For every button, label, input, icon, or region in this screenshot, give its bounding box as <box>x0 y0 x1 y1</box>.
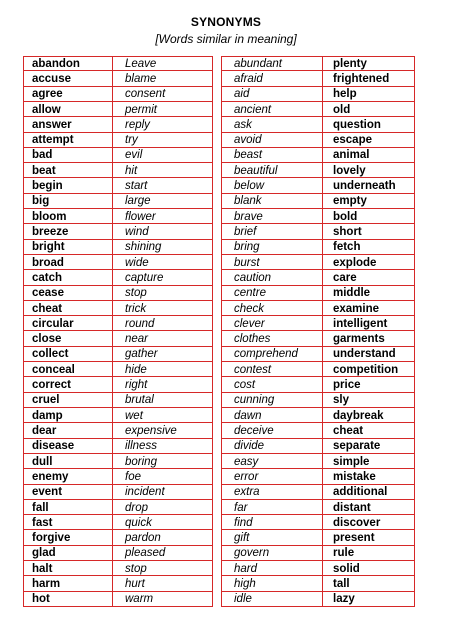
synonym-cell: foe <box>125 470 141 483</box>
synonym-cell: explode <box>333 256 377 269</box>
table-row <box>23 469 415 484</box>
word-cell: catch <box>32 271 63 284</box>
page-subtitle: [Words similar in meaning] <box>155 32 297 46</box>
word-cell: burst <box>234 256 260 269</box>
word-cell: bring <box>234 241 260 254</box>
word-cell: hard <box>234 562 258 575</box>
word-cell: clothes <box>234 333 271 346</box>
table-row <box>23 362 415 377</box>
synonym-cell: quick <box>125 516 152 529</box>
synonym-cell: underneath <box>333 180 396 193</box>
word-cell: answer <box>32 118 72 131</box>
synonym-cell: warm <box>125 593 154 606</box>
table-row <box>23 224 415 239</box>
word-cell: brave <box>234 210 263 223</box>
word-cell: govern <box>234 547 270 560</box>
synonym-cell: permit <box>125 103 157 116</box>
word-cell: cost <box>234 379 256 392</box>
synonym-cell: escape <box>333 134 373 147</box>
word-cell: error <box>234 470 259 483</box>
word-cell: agree <box>32 88 63 101</box>
table-row <box>23 347 415 362</box>
synonym-cell: hurt <box>125 578 145 591</box>
word-cell: find <box>234 516 253 529</box>
synonym-cell: sly <box>333 394 349 407</box>
word-cell: clever <box>234 317 265 330</box>
word-cell: abundant <box>234 57 282 70</box>
word-cell: attempt <box>32 134 74 147</box>
word-cell: big <box>32 195 50 208</box>
synonym-cell: question <box>333 118 381 131</box>
word-cell: circular <box>32 317 74 330</box>
synonym-cell: round <box>125 317 155 330</box>
table-row <box>23 332 415 347</box>
word-cell: begin <box>32 180 63 193</box>
word-cell: fast <box>32 516 53 529</box>
word-cell: accuse <box>32 72 72 85</box>
synonym-cell: competition <box>333 363 399 376</box>
synonym-cell: understand <box>333 348 396 361</box>
word-cell: idle <box>234 593 252 606</box>
synonym-cell: care <box>333 271 357 284</box>
word-cell: correct <box>32 379 71 392</box>
word-cell: breeze <box>32 226 69 238</box>
word-cell: divide <box>234 440 265 453</box>
word-cell: broad <box>32 256 64 269</box>
synonym-cell: hit <box>125 164 138 177</box>
word-cell: allow <box>32 103 61 116</box>
table-row <box>23 423 415 438</box>
table-row <box>23 56 415 71</box>
word-cell: bad <box>32 149 53 162</box>
synonym-cell: blame <box>125 72 157 85</box>
word-cell: cruel <box>32 394 60 407</box>
table-row <box>23 500 415 515</box>
table-row <box>23 87 415 102</box>
word-cell: afraid <box>234 72 263 85</box>
synonym-cell: distant <box>333 501 371 514</box>
synonym-cell: stop <box>125 287 147 300</box>
synonym-cell: drop <box>125 501 149 514</box>
synonyms-table <box>23 56 415 607</box>
table-row <box>23 576 415 591</box>
synonym-cell: separate <box>333 440 381 453</box>
synonym-cell: brutal <box>125 394 154 407</box>
synonym-cell: consent <box>125 88 166 101</box>
word-cell: halt <box>32 562 53 575</box>
synonym-cell: simple <box>333 455 370 468</box>
synonym-cell: evil <box>125 149 143 162</box>
word-cell: comprehend <box>234 348 298 361</box>
word-cell: harm <box>32 578 61 591</box>
page-title: SYNONYMS <box>190 15 262 29</box>
word-cell: event <box>32 486 63 499</box>
synonym-cell: additional <box>333 486 388 499</box>
synonym-cell: bold <box>333 210 358 223</box>
table-row <box>23 117 415 132</box>
word-cell: glad <box>32 547 56 560</box>
word-cell: beautiful <box>234 164 278 177</box>
synonym-cell: stop <box>125 562 147 575</box>
synonym-cell: cheat <box>333 424 364 437</box>
word-cell: deceive <box>234 424 274 437</box>
word-cell: contest <box>234 363 272 376</box>
synonym-cell: reply <box>125 118 150 131</box>
table-row <box>23 133 415 148</box>
synonym-cell: start <box>125 180 148 193</box>
table-row <box>23 515 415 530</box>
synonym-cell: solid <box>333 562 360 575</box>
synonym-cell: intelligent <box>333 317 388 330</box>
synonym-cell: short <box>333 226 362 238</box>
word-cell: extra <box>234 486 260 499</box>
table-row <box>23 194 415 209</box>
word-cell: caution <box>234 271 272 284</box>
word-cell: beat <box>32 164 56 177</box>
synonym-cell: middle <box>333 287 371 300</box>
synonym-cell: expensive <box>125 424 177 437</box>
synonym-cell: near <box>125 333 149 346</box>
synonym-cell: try <box>125 134 138 147</box>
word-cell: conceal <box>32 363 75 376</box>
synonym-cell: incident <box>125 486 165 499</box>
table-row <box>23 316 415 331</box>
word-cell: aid <box>234 88 250 101</box>
word-cell: beast <box>234 149 263 162</box>
table-row <box>23 240 415 255</box>
table-row <box>23 286 415 301</box>
synonym-cell: examine <box>333 302 380 315</box>
word-cell: bloom <box>32 210 67 223</box>
word-cell: dull <box>32 455 53 468</box>
word-cell: cunning <box>234 394 275 407</box>
synonym-cell: wide <box>125 256 149 269</box>
word-cell: centre <box>234 287 266 300</box>
table-row <box>23 163 415 178</box>
word-cell: close <box>32 333 62 346</box>
table-row <box>23 393 415 408</box>
synonym-cell: price <box>333 379 361 392</box>
synonym-cell: tall <box>333 578 350 591</box>
word-cell: enemy <box>32 470 69 483</box>
word-cell: ancient <box>234 103 272 116</box>
table-row <box>23 301 415 316</box>
synonym-cell: gather <box>125 348 158 361</box>
synonym-cell: daybreak <box>333 409 384 422</box>
word-cell: cheat <box>32 302 63 315</box>
synonym-cell: wet <box>125 409 143 422</box>
table-row <box>23 377 415 392</box>
word-cell: dear <box>32 424 57 437</box>
table-row <box>23 530 415 545</box>
synonym-cell: present <box>333 532 375 545</box>
word-cell: forgive <box>32 532 71 545</box>
word-cell: damp <box>32 409 63 422</box>
table-row <box>23 102 415 117</box>
table-row <box>23 255 415 270</box>
word-cell: hot <box>32 593 50 606</box>
word-cell: fall <box>32 501 49 514</box>
synonym-cell: rule <box>333 547 355 560</box>
word-cell: gift <box>234 532 250 545</box>
synonym-cell: fetch <box>333 241 361 254</box>
synonym-cell: garments <box>333 333 385 346</box>
table-row <box>23 439 415 454</box>
word-cell: dawn <box>234 409 262 422</box>
word-cell: easy <box>234 455 259 468</box>
word-cell: ask <box>234 118 252 131</box>
synonym-cell: lovely <box>333 164 366 177</box>
synonym-cell: hide <box>125 363 147 376</box>
word-cell: collect <box>32 348 69 361</box>
table-row <box>23 408 415 423</box>
synonym-cell: wind <box>125 226 149 238</box>
table-row <box>23 270 415 285</box>
word-cell: brief <box>234 226 257 238</box>
table-row <box>23 592 415 607</box>
synonym-cell: flower <box>125 210 156 223</box>
synonym-cell: trick <box>125 302 147 315</box>
word-cell: blank <box>234 195 262 208</box>
synonym-cell: discover <box>333 516 381 529</box>
table-row <box>23 148 415 163</box>
synonym-cell: plenty <box>333 57 367 70</box>
table-row <box>23 546 415 561</box>
table-row <box>23 561 415 576</box>
word-cell: check <box>234 302 265 315</box>
synonym-cell: illness <box>125 440 157 453</box>
synonym-cell: large <box>125 195 151 208</box>
synonym-cell: mistake <box>333 470 376 483</box>
table-row <box>23 209 415 224</box>
table-row <box>23 485 415 500</box>
synonym-cell: boring <box>125 455 157 468</box>
synonym-cell: frightened <box>333 72 390 85</box>
word-cell: abandon <box>32 57 80 70</box>
synonym-cell: shining <box>125 241 162 254</box>
synonym-cell: lazy <box>333 593 355 606</box>
table-row <box>23 71 415 86</box>
table-row <box>23 178 415 193</box>
word-cell: bright <box>32 241 65 254</box>
word-cell: disease <box>32 440 75 453</box>
synonym-cell: animal <box>333 149 370 162</box>
synonym-cell: help <box>333 88 357 101</box>
synonym-cell: capture <box>125 271 164 284</box>
word-cell: cease <box>32 287 64 300</box>
synonym-cell: empty <box>333 195 367 208</box>
synonym-cell: Leave <box>125 57 157 70</box>
table-row <box>23 454 415 469</box>
synonym-cell: right <box>125 379 148 392</box>
synonym-cell: pardon <box>125 532 161 545</box>
synonym-cell: old <box>333 103 351 116</box>
synonym-cell: pleased <box>125 547 166 560</box>
word-cell: avoid <box>234 134 262 147</box>
word-cell: below <box>234 180 265 193</box>
word-cell: high <box>234 578 256 591</box>
word-cell: far <box>234 501 248 514</box>
